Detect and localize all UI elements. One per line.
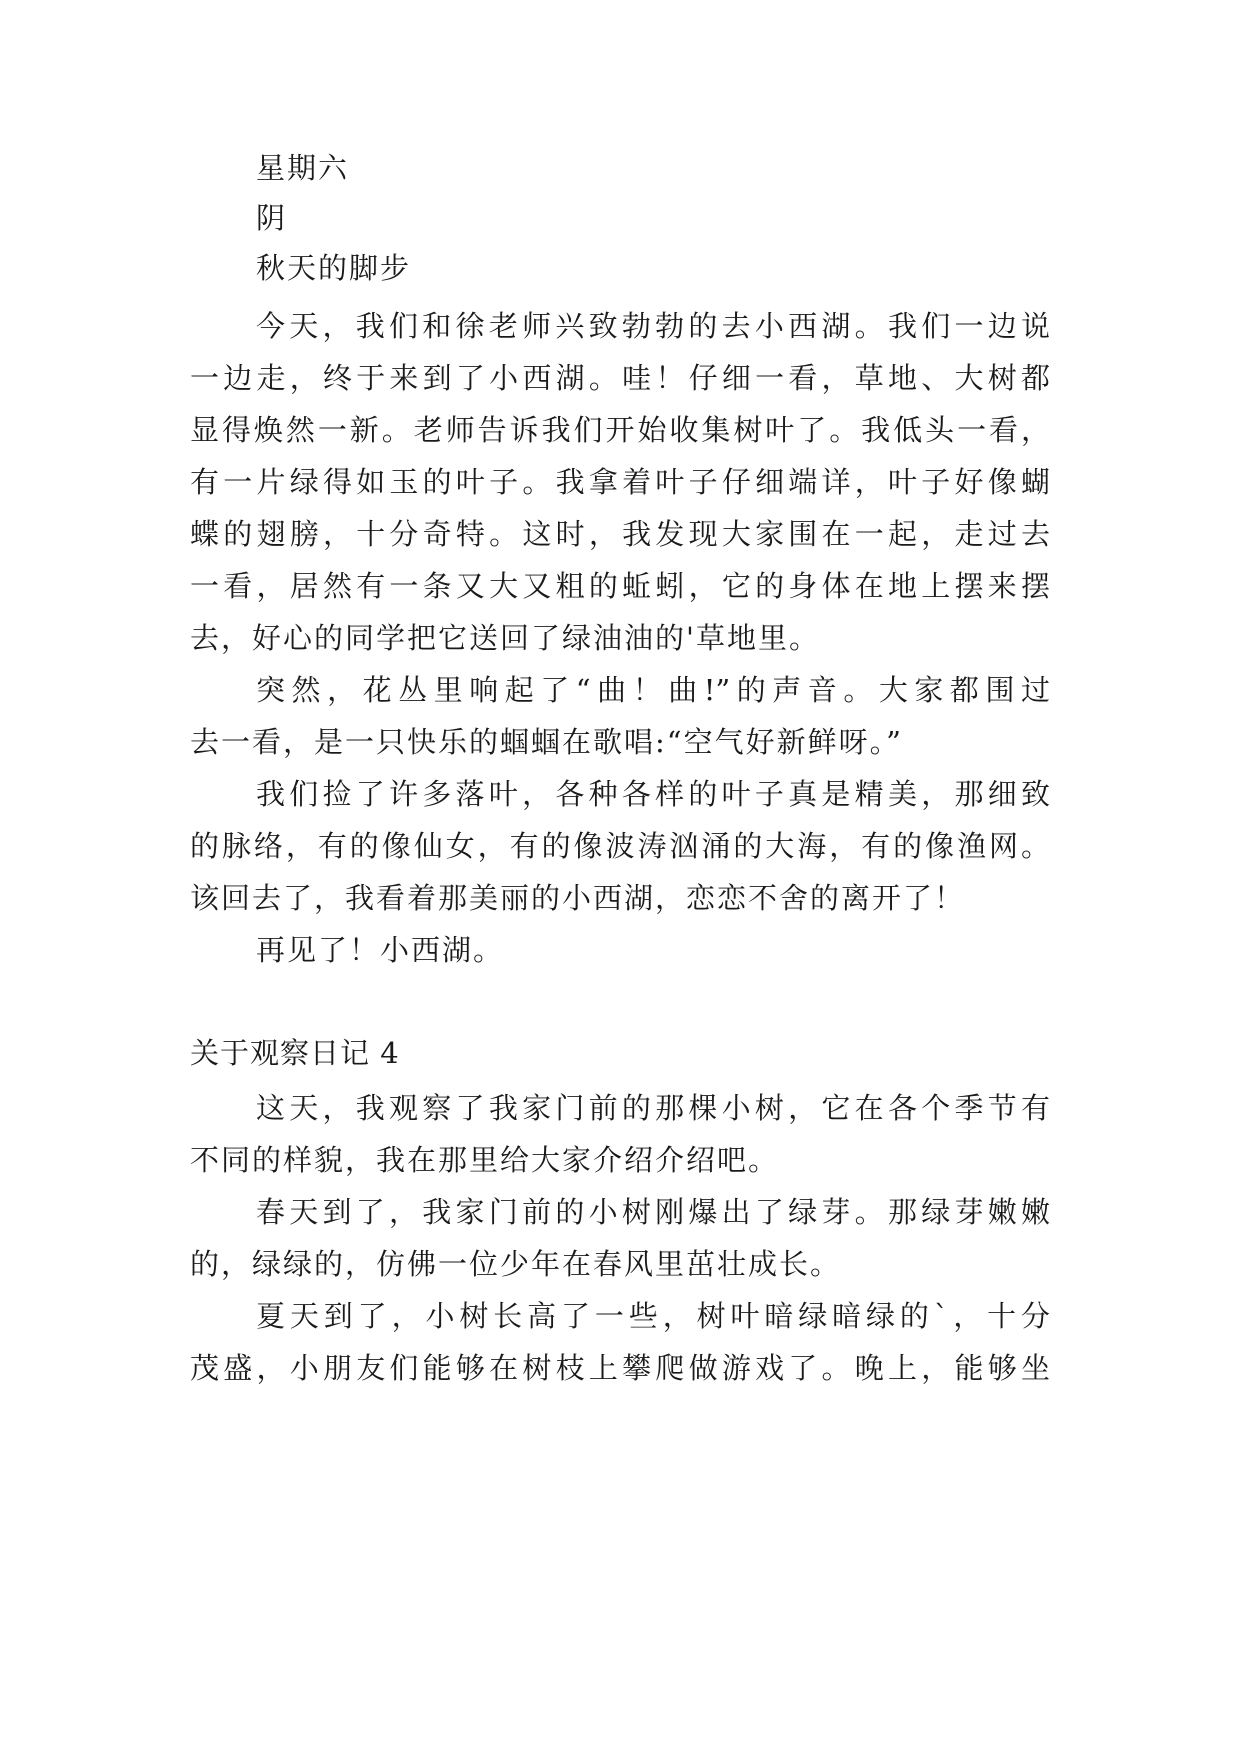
paragraph-line: 显得焕然一新。老师告诉我们开始收集树叶了。我低头一看， xyxy=(190,413,1050,447)
section-heading: 关于观察日记 4 xyxy=(190,1036,400,1070)
paragraph-line: 这天，我观察了我家门前的那棵小树，它在各个季节有 xyxy=(256,1091,1050,1125)
paragraph-line: 蝶的翅膀，十分奇特。这时，我发现大家围在一起，走过去 xyxy=(190,517,1050,551)
paragraph-line: 不同的样貌，我在那里给大家介绍介绍吧。 xyxy=(190,1143,780,1177)
paragraph-line: 去，好心的同学把它送回了绿油油的'草地里。 xyxy=(190,621,820,655)
paragraph-line: 的，绿绿的，仿佛一位少年在春风里茁壮成长。 xyxy=(190,1247,842,1281)
paragraph-line: 突然，花丛里响起了“曲！曲!”的声音。大家都围过 xyxy=(256,673,1050,707)
paragraph-line: 的脉络，有的像仙女，有的像波涛汹涌的大海，有的像渔网。 xyxy=(190,829,1050,863)
weather-text: 阴 xyxy=(256,201,288,235)
paragraph-line: 今天，我们和徐老师兴致勃勃的去小西湖。我们一边说 xyxy=(256,309,1050,343)
paragraph-line: 一看，居然有一条又大又粗的蚯蚓，它的身体在地上摆来摆 xyxy=(190,569,1050,603)
paragraph-line: 春天到了，我家门前的小树刚爆出了绿芽。那绿芽嫩嫩 xyxy=(256,1195,1050,1229)
weekday-text: 星期六 xyxy=(256,151,350,185)
paragraph-line: 有一片绿得如玉的叶子。我拿着叶子仔细端详，叶子好像蝴 xyxy=(190,465,1050,499)
paragraph-line: 该回去了，我看着那美丽的小西湖，恋恋不舍的离开了！ xyxy=(190,881,966,915)
paragraph-line: 再见了！小西湖。 xyxy=(256,933,505,967)
paragraph-line: 夏天到了，小树长高了一些，树叶暗绿暗绿的`，十分 xyxy=(256,1299,1050,1333)
paragraph-line: 茂盛，小朋友们能够在树枝上攀爬做游戏了。晚上，能够坐 xyxy=(190,1351,1050,1385)
paragraph-line: 我们捡了许多落叶，各种各样的叶子真是精美，那细致 xyxy=(256,777,1050,811)
paragraph-line: 去一看，是一只快乐的蝈蝈在歌唱:“空气好新鲜呀。” xyxy=(190,725,903,759)
paragraph-line: 一边走，终于来到了小西湖。哇！仔细一看，草地、大树都 xyxy=(190,361,1050,395)
entry-title: 秋天的脚步 xyxy=(256,251,412,285)
